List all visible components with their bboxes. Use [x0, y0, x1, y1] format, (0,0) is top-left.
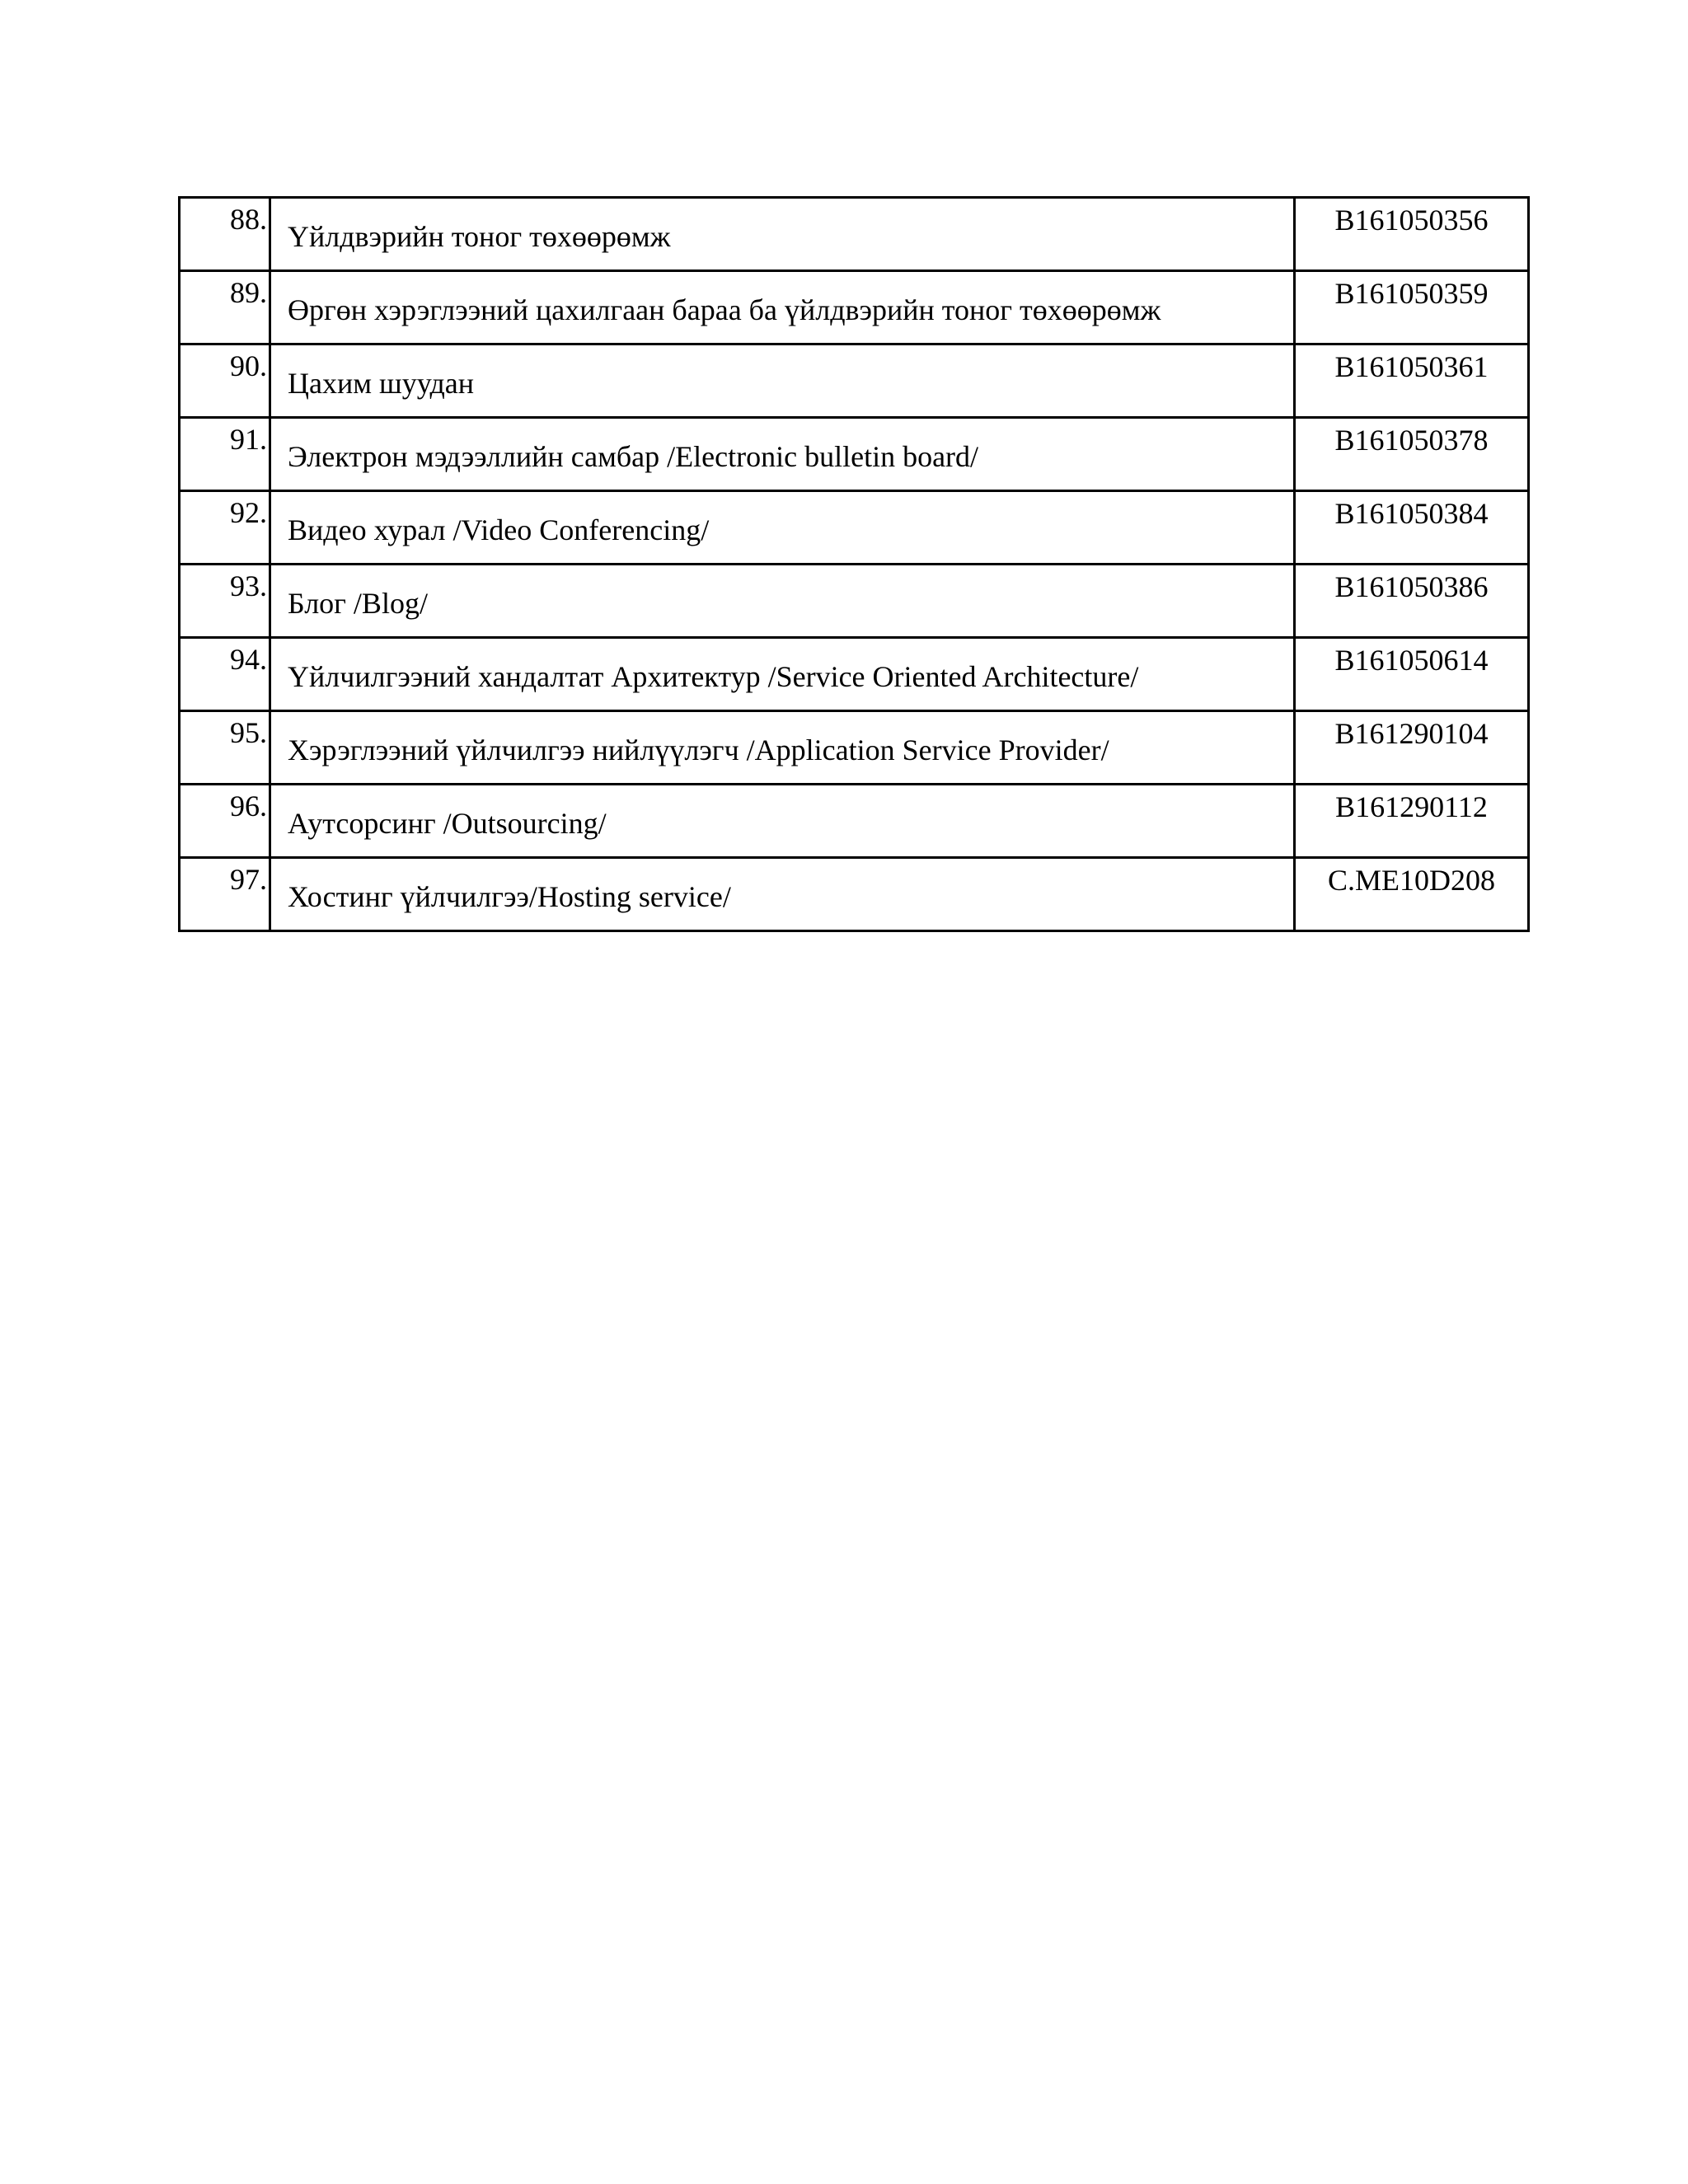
- table-row: [180, 344, 1529, 418]
- row-code-cell: [1295, 711, 1529, 785]
- row-code-cell: [1295, 271, 1529, 344]
- table-body: [180, 198, 1529, 931]
- row-number: 91.: [230, 423, 267, 456]
- row-description-cell: [270, 344, 1295, 418]
- row-description-cell: [270, 711, 1295, 785]
- row-description: Үйлдвэрийн тоног төхөөрөмж: [288, 220, 671, 253]
- row-code-cell: [1295, 785, 1529, 858]
- row-code: B161050378: [1334, 424, 1489, 457]
- table-row: [180, 785, 1529, 858]
- row-number: 90.: [230, 349, 267, 382]
- row-code-cell: [1295, 344, 1529, 418]
- row-description: Үйлчилгээний хандалтат Архитектур /Service Oriented Architecture/: [288, 660, 1139, 693]
- table-row: [180, 491, 1529, 565]
- row-description: Өргөн хэрэглээний цахилгаан бараа ба үйлдвэрийн тоног төхөөрөмж: [288, 293, 1161, 326]
- row-code: B161050356: [1334, 204, 1489, 237]
- row-code: C.ME10D208: [1327, 864, 1495, 897]
- row-description-cell: [270, 565, 1295, 638]
- row-number-cell: [180, 491, 270, 565]
- row-description-cell: [270, 271, 1295, 344]
- service-code-table: [178, 196, 1530, 932]
- table-row: [180, 711, 1529, 785]
- row-code: B161050614: [1334, 644, 1489, 677]
- table-row: [180, 858, 1529, 931]
- row-code: B161050359: [1334, 277, 1489, 310]
- row-number-cell: [180, 565, 270, 638]
- row-number-cell: [180, 198, 270, 271]
- row-number: 94.: [230, 643, 267, 676]
- table-row: [180, 638, 1529, 711]
- row-number-cell: [180, 785, 270, 858]
- table-row: [180, 198, 1529, 271]
- row-number: 97.: [230, 863, 267, 896]
- table-row: [180, 271, 1529, 344]
- row-code-cell: [1295, 858, 1529, 931]
- row-code-cell: [1295, 198, 1529, 271]
- table-row: [180, 565, 1529, 638]
- row-code: B161050384: [1334, 497, 1489, 530]
- row-description-cell: [270, 418, 1295, 491]
- row-number: 93.: [230, 569, 267, 602]
- row-number-cell: [180, 638, 270, 711]
- row-code: B161050361: [1334, 350, 1489, 383]
- row-number-cell: [180, 858, 270, 931]
- row-description: Электрон мэдээллийн самбар /Electronic bulletin board/: [288, 440, 979, 473]
- row-number-cell: [180, 344, 270, 418]
- row-code-cell: [1295, 418, 1529, 491]
- row-description-cell: [270, 198, 1295, 271]
- row-number: 88.: [230, 203, 267, 236]
- row-number: 89.: [230, 276, 267, 309]
- row-number-cell: [180, 711, 270, 785]
- row-description: Хостинг үйлчилгээ/Hosting service/: [288, 880, 731, 913]
- row-number-cell: [180, 271, 270, 344]
- row-number: 96.: [230, 790, 267, 823]
- row-description-cell: [270, 858, 1295, 931]
- row-description-cell: [270, 638, 1295, 711]
- row-description-cell: [270, 785, 1295, 858]
- row-number-cell: [180, 418, 270, 491]
- row-code: B161050386: [1334, 570, 1489, 603]
- row-code-cell: [1295, 638, 1529, 711]
- row-description-cell: [270, 491, 1295, 565]
- row-code: B161290104: [1334, 717, 1489, 750]
- row-number: 92.: [230, 496, 267, 529]
- row-description: Аутсорсинг /Outsourcing/: [288, 807, 607, 840]
- row-description: Хэрэглээний үйлчилгээ нийлүүлэгч /Application Service Provider/: [288, 733, 1109, 766]
- row-number: 95.: [230, 716, 267, 749]
- row-code: B161290112: [1335, 790, 1488, 823]
- row-description: Видео хурал /Video Conferencing/: [288, 513, 710, 546]
- row-description: Блог /Blog/: [288, 587, 428, 620]
- row-code-cell: [1295, 565, 1529, 638]
- table-row: [180, 418, 1529, 491]
- row-code-cell: [1295, 491, 1529, 565]
- row-description: Цахим шуудан: [288, 367, 475, 400]
